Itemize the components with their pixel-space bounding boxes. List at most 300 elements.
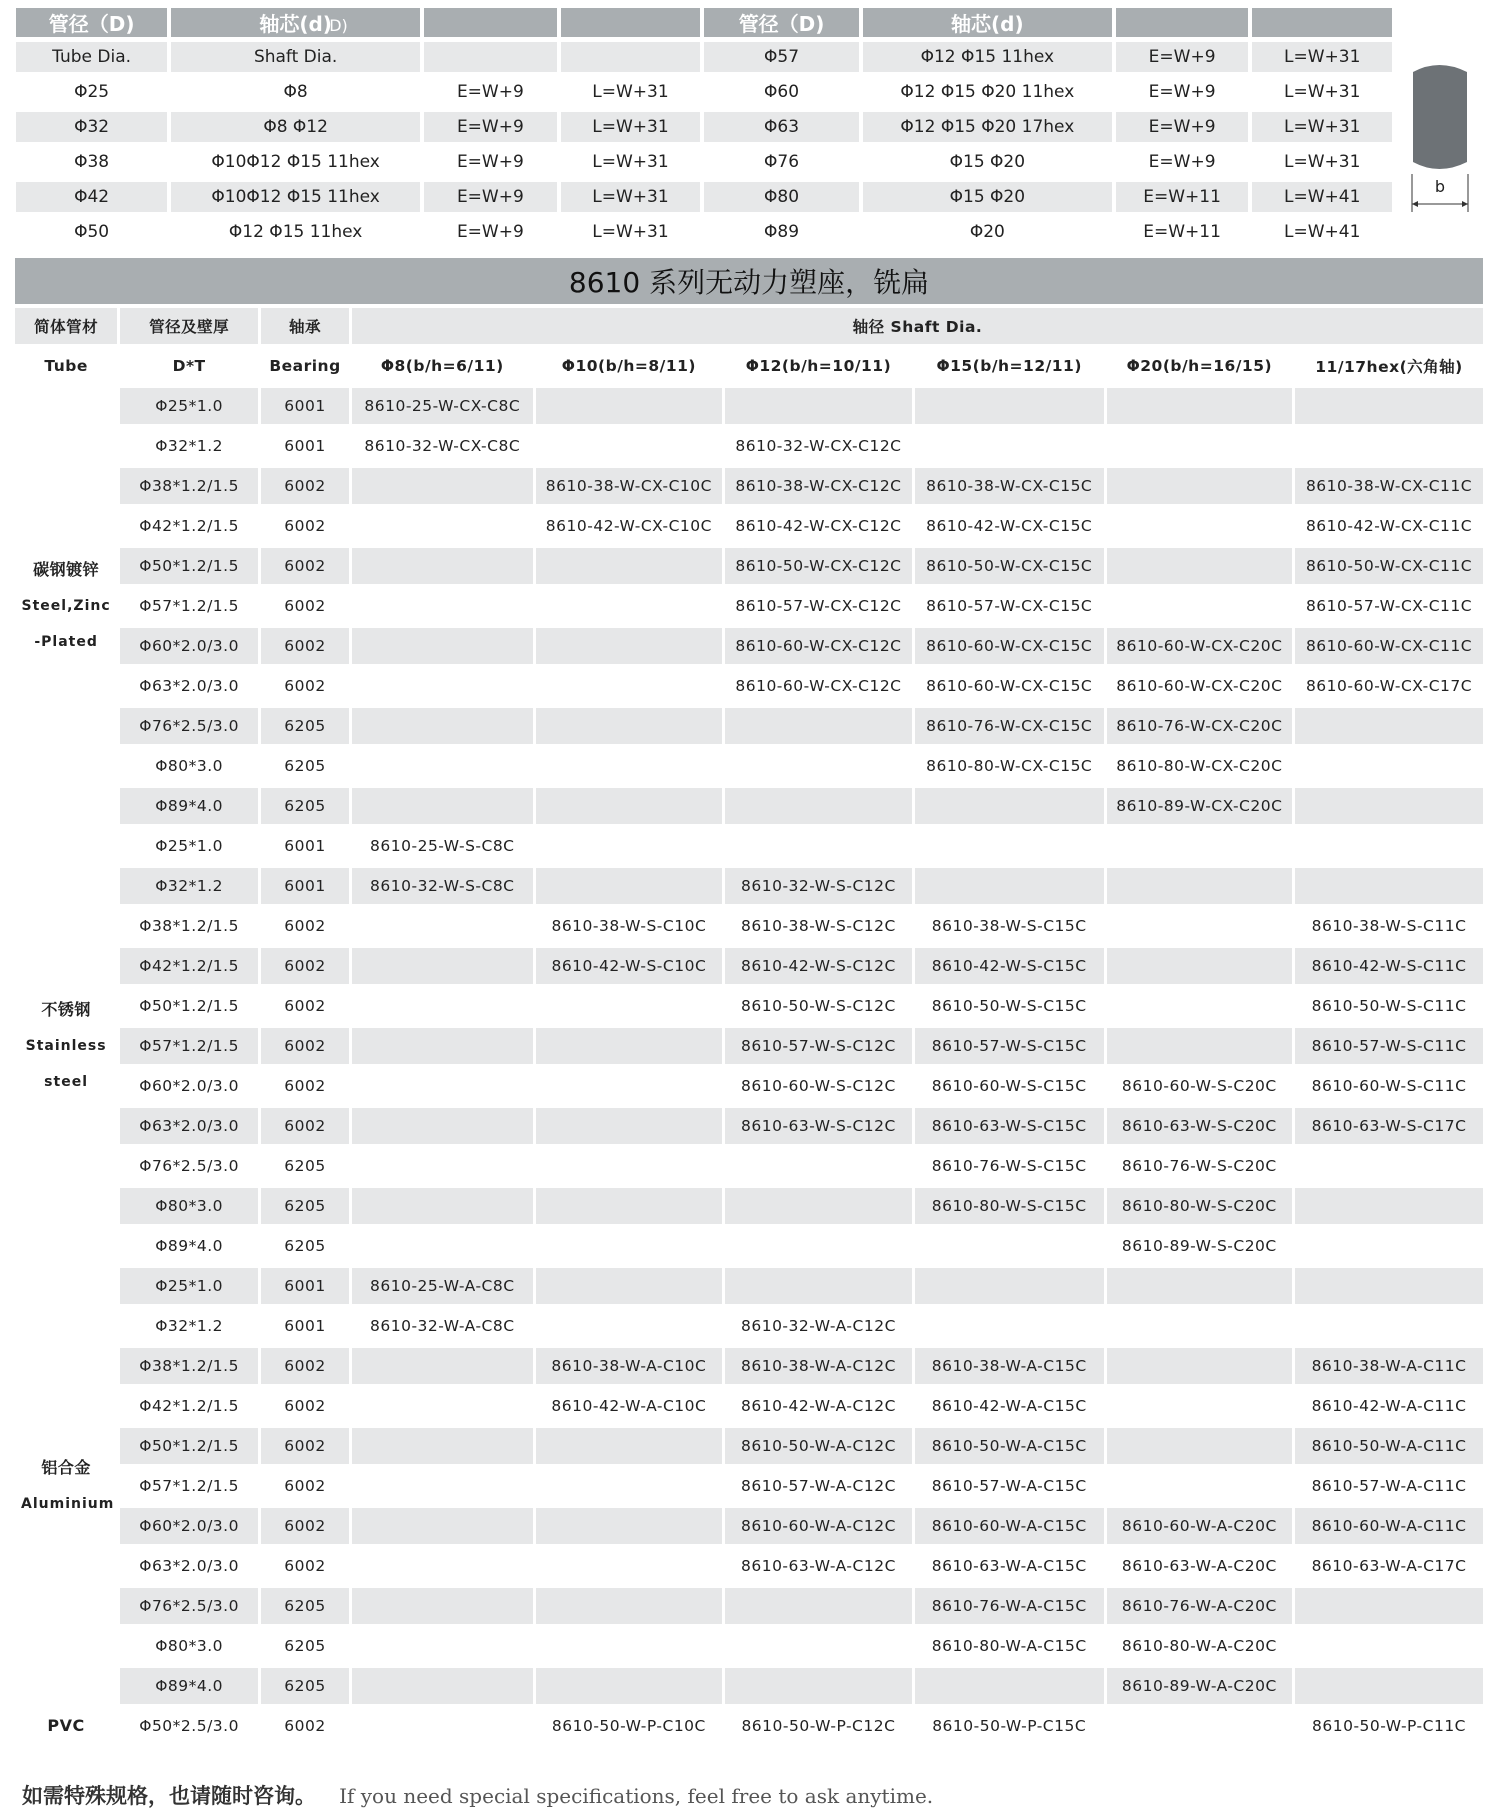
table-row — [15, 1028, 1483, 1064]
part-number-cell: 8610-60-W-CX-C20C — [1107, 668, 1292, 704]
part-number-cell — [915, 1228, 1104, 1264]
part-number-cell: 8610-57-W-CX-C11C — [1295, 588, 1483, 624]
table-row — [15, 708, 1483, 744]
col-subheader-dt: D*T — [120, 348, 258, 384]
part-number-cell: 8610-50-W-S-C11C — [1295, 988, 1483, 1024]
bearing-cell: 6002 — [261, 908, 349, 944]
part-number-cell: 8610-38-W-A-C15C — [915, 1348, 1104, 1384]
part-number-cell: 8610-57-W-CX-C12C — [725, 588, 912, 624]
part-number-cell — [725, 1628, 912, 1664]
part-number-cell — [536, 548, 723, 584]
part-number-cell: 8610-60-W-A-C15C — [915, 1508, 1104, 1544]
part-number-cell — [536, 668, 723, 704]
table-row — [16, 217, 1392, 247]
table-row — [15, 1428, 1483, 1464]
table-cell: Φ15 Φ20 — [863, 147, 1112, 177]
bearing-cell: 6205 — [261, 1188, 349, 1224]
part-number-cell — [725, 1188, 912, 1224]
table-row — [15, 1468, 1483, 1504]
part-number-cell — [536, 1228, 723, 1264]
table-cell: E=W+9 — [1116, 77, 1249, 107]
part-number-cell — [1107, 508, 1292, 544]
part-number-cell: 8610-60-W-A-C12C — [725, 1508, 912, 1544]
part-number-cell: 8610-76-W-S-C15C — [915, 1148, 1104, 1184]
bearing-cell: 6001 — [261, 868, 349, 904]
part-number-cell — [915, 1268, 1104, 1304]
material-name-cn: 碳钢镀锌 — [33, 560, 100, 579]
table-row — [15, 1308, 1483, 1344]
top-header-cell: 管径（D) — [16, 8, 167, 37]
part-number-cell: 8610-57-W-A-C11C — [1295, 1468, 1483, 1504]
bearing-cell: 6002 — [261, 1468, 349, 1504]
material-name-en: steel — [44, 1074, 88, 1090]
bearing-cell: 6002 — [261, 1548, 349, 1584]
tube-size-cell: Φ38*1.2/1.5 — [120, 1348, 258, 1384]
table-row — [15, 1548, 1483, 1584]
table-cell: Φ38 — [16, 147, 167, 177]
part-number-cell: 8610-32-W-A-C12C — [725, 1308, 912, 1344]
table-row — [15, 668, 1483, 704]
part-number-cell — [1107, 1268, 1292, 1304]
table-row — [15, 1708, 1483, 1744]
part-number-cell: 8610-38-W-S-C10C — [536, 908, 723, 944]
table-cell: L=W+31 — [1252, 42, 1392, 72]
table-cell: E=W+11 — [1116, 217, 1249, 247]
part-number-cell — [536, 1188, 723, 1224]
table-row — [15, 1188, 1483, 1224]
part-number-cell — [725, 748, 912, 784]
table-cell: Φ57 — [704, 42, 859, 72]
part-number-cell: 8610-38-W-A-C10C — [536, 1348, 723, 1384]
bearing-cell: 6002 — [261, 1388, 349, 1424]
part-number-cell — [536, 748, 723, 784]
bearing-cell: 6205 — [261, 1628, 349, 1664]
part-number-cell — [536, 1508, 723, 1544]
part-number-cell — [1107, 988, 1292, 1024]
part-number-cell — [352, 748, 533, 784]
bearing-cell: 6002 — [261, 1708, 349, 1744]
part-number-cell — [536, 1548, 723, 1584]
tube-size-cell: Φ50*2.5/3.0 — [120, 1708, 258, 1744]
footer-note — [22, 1780, 1482, 1814]
tube-size-cell: Φ42*1.2/1.5 — [120, 508, 258, 544]
bearing-cell: 6002 — [261, 1028, 349, 1064]
part-number-cell: 8610-42-W-S-C11C — [1295, 948, 1483, 984]
table-cell: L=W+31 — [561, 77, 701, 107]
bearing-cell: 6002 — [261, 1348, 349, 1384]
table-cell: Φ20 — [863, 217, 1112, 247]
part-number-cell: 8610-63-W-S-C12C — [725, 1108, 912, 1144]
part-number-cell: 8610-60-W-S-C20C — [1107, 1068, 1292, 1104]
table-cell: Φ12 Φ15 Φ20 11hex — [863, 77, 1112, 107]
part-number-cell: 8610-63-W-A-C12C — [725, 1548, 912, 1584]
part-number-cell: 8610-42-W-A-C12C — [725, 1388, 912, 1424]
table-cell: Φ80 — [704, 182, 859, 212]
part-number-cell — [915, 868, 1104, 904]
part-number-cell: 8610-38-W-CX-C12C — [725, 468, 912, 504]
table-row — [15, 388, 1483, 424]
part-number-cell — [352, 1628, 533, 1664]
part-number-cell — [536, 1668, 723, 1704]
table-cell: L=W+31 — [1252, 147, 1392, 177]
part-number-cell: 8610-76-W-A-C20C — [1107, 1588, 1292, 1624]
part-number-cell: 8610-63-W-A-C15C — [915, 1548, 1104, 1584]
part-number-cell — [1107, 828, 1292, 864]
table-row — [15, 468, 1483, 504]
part-number-cell — [725, 388, 912, 424]
part-number-cell — [536, 1148, 723, 1184]
material-category-cell — [15, 1708, 117, 1744]
column-header-row-2 — [15, 348, 1483, 384]
part-number-cell: 8610-38-W-S-C11C — [1295, 908, 1483, 944]
table-row — [15, 828, 1483, 864]
part-number-cell — [536, 868, 723, 904]
part-number-cell — [1107, 1708, 1292, 1744]
part-number-cell — [1295, 748, 1483, 784]
tube-shaft-spec-table — [12, 3, 1396, 252]
table-row — [15, 788, 1483, 824]
table-cell: L=W+31 — [561, 147, 701, 177]
col-subheader-shaft-8: Φ8(b/h=6/11) — [352, 348, 533, 384]
part-number-cell: 8610-42-W-CX-C11C — [1295, 508, 1483, 544]
part-number-cell — [352, 1348, 533, 1384]
dimension-label-b: b — [1434, 177, 1446, 196]
material-name-en: Stainless — [25, 1038, 107, 1054]
col-subheader-shaft-15: Φ15(b/h=12/11) — [915, 348, 1104, 384]
part-number-cell: 8610-63-W-S-C15C — [915, 1108, 1104, 1144]
part-number-cell: 8610-38-W-CX-C11C — [1295, 468, 1483, 504]
table-cell: Φ32 — [16, 112, 167, 142]
table-cell: E=W+9 — [1116, 42, 1249, 72]
part-number-cell — [536, 1108, 723, 1144]
col-subheader-shaft-12: Φ12(b/h=10/11) — [725, 348, 912, 384]
part-number-cell — [1295, 868, 1483, 904]
table-cell: Φ15 Φ20 — [863, 182, 1112, 212]
part-number-cell: 8610-32-W-CX-C12C — [725, 428, 912, 464]
part-number-cell — [352, 548, 533, 584]
table-cell: Φ76 — [704, 147, 859, 177]
table-row — [15, 548, 1483, 584]
part-number-cell — [915, 428, 1104, 464]
table-cell: E=W+9 — [424, 147, 557, 177]
part-number-cell: 8610-60-W-CX-C17C — [1295, 668, 1483, 704]
series-8610-spec-table — [12, 254, 1486, 1748]
tube-size-cell: Φ60*2.0/3.0 — [120, 1068, 258, 1104]
table-cell: L=W+31 — [561, 217, 701, 247]
tube-size-cell: Φ57*1.2/1.5 — [120, 588, 258, 624]
part-number-cell — [352, 1148, 533, 1184]
part-number-cell — [1107, 548, 1292, 584]
table-cell: E=W+9 — [1116, 112, 1249, 142]
part-number-cell: 8610-89-W-A-C20C — [1107, 1668, 1292, 1704]
part-number-cell: 8610-50-W-P-C10C — [536, 1708, 723, 1744]
part-number-cell — [1295, 1588, 1483, 1624]
table-cell: Φ12 Φ15 Φ20 17hex — [863, 112, 1112, 142]
part-number-cell — [1295, 1308, 1483, 1344]
part-number-cell: 8610-60-W-A-C11C — [1295, 1508, 1483, 1544]
bearing-cell: 6002 — [261, 468, 349, 504]
tube-size-cell: Φ50*1.2/1.5 — [120, 1428, 258, 1464]
tube-size-cell: Φ89*4.0 — [120, 788, 258, 824]
top-header-label: 轴芯(d) — [259, 12, 332, 36]
part-number-cell: 8610-38-W-A-C12C — [725, 1348, 912, 1384]
table-cell — [561, 42, 701, 72]
part-number-cell — [1107, 948, 1292, 984]
part-number-cell — [536, 1628, 723, 1664]
part-number-cell — [536, 1468, 723, 1504]
table-row — [15, 1108, 1483, 1144]
material-name-cn: PVC — [47, 1716, 85, 1735]
tube-size-cell: Φ63*2.0/3.0 — [120, 1108, 258, 1144]
part-number-cell: 8610-42-W-S-C10C — [536, 948, 723, 984]
part-number-cell: 8610-57-W-CX-C15C — [915, 588, 1104, 624]
part-number-cell: 8610-80-W-CX-C20C — [1107, 748, 1292, 784]
bearing-cell: 6205 — [261, 708, 349, 744]
part-number-cell: 8610-63-W-S-C20C — [1107, 1108, 1292, 1144]
material-name-en: Steel,Zinc — [21, 598, 111, 614]
part-number-cell — [1107, 428, 1292, 464]
table-row — [15, 1508, 1483, 1544]
part-number-cell — [1107, 1308, 1292, 1344]
part-number-cell — [1107, 1348, 1292, 1384]
part-number-cell: 8610-38-W-A-C11C — [1295, 1348, 1483, 1384]
table-cell: E=W+11 — [1116, 182, 1249, 212]
tube-size-cell: Φ80*3.0 — [120, 1628, 258, 1664]
table-row — [16, 182, 1392, 212]
top-header-cell: 轴芯(d) — [863, 8, 1112, 37]
part-number-cell — [352, 1708, 533, 1744]
table-cell: E=W+9 — [424, 77, 557, 107]
part-number-cell — [1107, 388, 1292, 424]
table-row — [16, 147, 1392, 177]
part-number-cell: 8610-76-W-CX-C15C — [915, 708, 1104, 744]
table-title-row — [15, 258, 1483, 304]
top-header-cell — [1252, 8, 1392, 37]
tube-size-cell: Φ32*1.2 — [120, 428, 258, 464]
material-category-cell — [15, 1268, 117, 1704]
table-cell: Φ8 Φ12 — [171, 112, 420, 142]
tube-size-cell: Φ42*1.2/1.5 — [120, 948, 258, 984]
part-number-cell: 8610-80-W-A-C20C — [1107, 1628, 1292, 1664]
part-number-cell: 8610-32-W-S-C12C — [725, 868, 912, 904]
part-number-cell — [352, 988, 533, 1024]
arrow-head-left — [1412, 201, 1418, 207]
part-number-cell: 8610-63-W-A-C17C — [1295, 1548, 1483, 1584]
tube-size-cell: Φ76*2.5/3.0 — [120, 708, 258, 744]
part-number-cell — [352, 1428, 533, 1464]
table-row — [16, 112, 1392, 142]
part-number-cell: 8610-76-W-CX-C20C — [1107, 708, 1292, 744]
table-row — [15, 948, 1483, 984]
part-number-cell — [352, 788, 533, 824]
tube-size-cell: Φ89*4.0 — [120, 1668, 258, 1704]
part-number-cell: 8610-60-W-S-C15C — [915, 1068, 1104, 1104]
tube-size-cell: Φ76*2.5/3.0 — [120, 1148, 258, 1184]
part-number-cell — [352, 468, 533, 504]
table-title: 8610 系列无动力塑座，铣扁 — [15, 258, 1483, 304]
material-category-cell — [15, 828, 117, 1264]
tube-size-cell: Φ25*1.0 — [120, 1268, 258, 1304]
bearing-cell: 6002 — [261, 1108, 349, 1144]
part-number-cell — [1107, 1028, 1292, 1064]
part-number-cell — [915, 1308, 1104, 1344]
part-number-cell — [536, 708, 723, 744]
part-number-cell: 8610-60-W-CX-C11C — [1295, 628, 1483, 664]
material-name-cn: 不锈钢 — [41, 1000, 91, 1019]
bearing-cell: 6002 — [261, 1428, 349, 1464]
part-number-cell: 8610-60-W-CX-C15C — [915, 668, 1104, 704]
shaft-section-shape — [1413, 65, 1467, 169]
part-number-cell — [1295, 1628, 1483, 1664]
table-row — [15, 908, 1483, 944]
header-stray-text: D) — [329, 16, 348, 35]
part-number-cell — [536, 1028, 723, 1064]
table-cell: E=W+9 — [424, 217, 557, 247]
part-number-cell: 8610-32-W-A-C8C — [352, 1308, 533, 1344]
part-number-cell — [1107, 868, 1292, 904]
part-number-cell: 8610-89-W-CX-C20C — [1107, 788, 1292, 824]
part-number-cell: 8610-25-W-S-C8C — [352, 828, 533, 864]
tube-size-cell: Φ32*1.2 — [120, 1308, 258, 1344]
table-row — [15, 428, 1483, 464]
table-cell: L=W+31 — [561, 182, 701, 212]
part-number-cell: 8610-60-W-CX-C12C — [725, 668, 912, 704]
part-number-cell — [536, 1588, 723, 1624]
part-number-cell: 8610-50-W-S-C15C — [915, 988, 1104, 1024]
table-cell — [424, 42, 557, 72]
part-number-cell — [1295, 708, 1483, 744]
table-row — [15, 1628, 1483, 1664]
bearing-cell: 6002 — [261, 668, 349, 704]
part-number-cell: 8610-50-W-A-C15C — [915, 1428, 1104, 1464]
part-number-cell: 8610-76-W-S-C20C — [1107, 1148, 1292, 1184]
part-number-cell — [1107, 468, 1292, 504]
part-number-cell — [1295, 1668, 1483, 1704]
tube-size-cell: Φ80*3.0 — [120, 748, 258, 784]
col-header-tube-material: 简体管材 — [15, 308, 117, 344]
tube-size-cell: Φ80*3.0 — [120, 1188, 258, 1224]
top-header-cell: 管径（D) — [704, 8, 859, 37]
table-row — [15, 628, 1483, 664]
part-number-cell — [352, 1188, 533, 1224]
part-number-cell: 8610-38-W-S-C15C — [915, 908, 1104, 944]
bearing-cell: 6205 — [261, 1588, 349, 1624]
bearing-cell: 6002 — [261, 628, 349, 664]
flat-shaft-diagram — [1405, 62, 1485, 222]
tube-size-cell: Φ32*1.2 — [120, 868, 258, 904]
table-cell: L=W+41 — [1252, 182, 1392, 212]
tube-size-cell: Φ50*1.2/1.5 — [120, 988, 258, 1024]
bearing-cell: 6002 — [261, 1508, 349, 1544]
part-number-cell: 8610-50-W-A-C12C — [725, 1428, 912, 1464]
material-category-cell — [15, 388, 117, 824]
table-cell: E=W+9 — [424, 182, 557, 212]
part-number-cell: 8610-57-W-A-C15C — [915, 1468, 1104, 1504]
bearing-cell: 6001 — [261, 428, 349, 464]
part-number-cell — [352, 908, 533, 944]
part-number-cell — [352, 708, 533, 744]
part-number-cell: 8610-38-W-CX-C10C — [536, 468, 723, 504]
table-cell: Tube Dia. — [16, 42, 167, 72]
part-number-cell: 8610-32-W-S-C8C — [352, 868, 533, 904]
part-number-cell: 8610-57-W-A-C12C — [725, 1468, 912, 1504]
table-row — [15, 748, 1483, 784]
part-number-cell — [1295, 1148, 1483, 1184]
part-number-cell: 8610-42-W-A-C10C — [536, 1388, 723, 1424]
tube-size-cell: Φ63*2.0/3.0 — [120, 1548, 258, 1584]
part-number-cell — [352, 1548, 533, 1584]
part-number-cell — [536, 1428, 723, 1464]
bearing-cell: 6001 — [261, 828, 349, 864]
part-number-cell — [915, 828, 1104, 864]
part-number-cell — [352, 588, 533, 624]
table-row — [15, 1068, 1483, 1104]
part-number-cell: 8610-60-W-S-C11C — [1295, 1068, 1483, 1104]
table-row — [16, 42, 1392, 72]
part-number-cell: 8610-57-W-S-C11C — [1295, 1028, 1483, 1064]
col-subheader-tube: Tube — [15, 348, 117, 384]
col-subheader-shaft-hex: 11/17hex(六角轴) — [1295, 348, 1483, 384]
part-number-cell — [1295, 1188, 1483, 1224]
part-number-cell — [536, 1068, 723, 1104]
table-cell: Φ8 — [171, 77, 420, 107]
table-cell: Φ63 — [704, 112, 859, 142]
part-number-cell — [725, 788, 912, 824]
table-row — [15, 588, 1483, 624]
part-number-cell: 8610-50-W-P-C15C — [915, 1708, 1104, 1744]
table-row — [15, 1348, 1483, 1384]
part-number-cell — [536, 428, 723, 464]
part-number-cell — [536, 388, 723, 424]
table-cell: E=W+9 — [424, 112, 557, 142]
bearing-cell: 6001 — [261, 1268, 349, 1304]
part-number-cell — [352, 1588, 533, 1624]
part-number-cell: 8610-63-W-S-C17C — [1295, 1108, 1483, 1144]
part-number-cell — [536, 1308, 723, 1344]
tube-size-cell: Φ57*1.2/1.5 — [120, 1028, 258, 1064]
part-number-cell: 8610-50-W-CX-C12C — [725, 548, 912, 584]
part-number-cell — [725, 1228, 912, 1264]
part-number-cell: 8610-42-W-CX-C12C — [725, 508, 912, 544]
part-number-cell — [1107, 908, 1292, 944]
table-cell: E=W+9 — [1116, 147, 1249, 177]
part-number-cell — [725, 1588, 912, 1624]
bearing-cell: 6205 — [261, 1228, 349, 1264]
part-number-cell — [1295, 388, 1483, 424]
part-number-cell: 8610-42-W-CX-C15C — [915, 508, 1104, 544]
table-cell: Shaft Dia. — [171, 42, 420, 72]
bearing-cell: 6001 — [261, 388, 349, 424]
top-header-cell — [171, 8, 420, 37]
bearing-cell: 6002 — [261, 588, 349, 624]
part-number-cell: 8610-50-W-P-C12C — [725, 1708, 912, 1744]
col-header-diameter-thickness: 管径及壁厚 — [120, 308, 258, 344]
part-number-cell — [536, 588, 723, 624]
part-number-cell — [1295, 788, 1483, 824]
part-number-cell: 8610-60-W-A-C20C — [1107, 1508, 1292, 1544]
table-row — [15, 1668, 1483, 1704]
footer-note-en: If you need special specifications, feel free to ask anytime. — [339, 1784, 934, 1808]
table-row — [15, 988, 1483, 1024]
part-number-cell — [1107, 588, 1292, 624]
part-number-cell — [352, 1228, 533, 1264]
table-cell: L=W+31 — [561, 112, 701, 142]
part-number-cell: 8610-25-W-A-C8C — [352, 1268, 533, 1304]
part-number-cell — [352, 1508, 533, 1544]
part-number-cell: 8610-89-W-S-C20C — [1107, 1228, 1292, 1264]
part-number-cell: 8610-63-W-A-C20C — [1107, 1548, 1292, 1584]
part-number-cell — [352, 508, 533, 544]
